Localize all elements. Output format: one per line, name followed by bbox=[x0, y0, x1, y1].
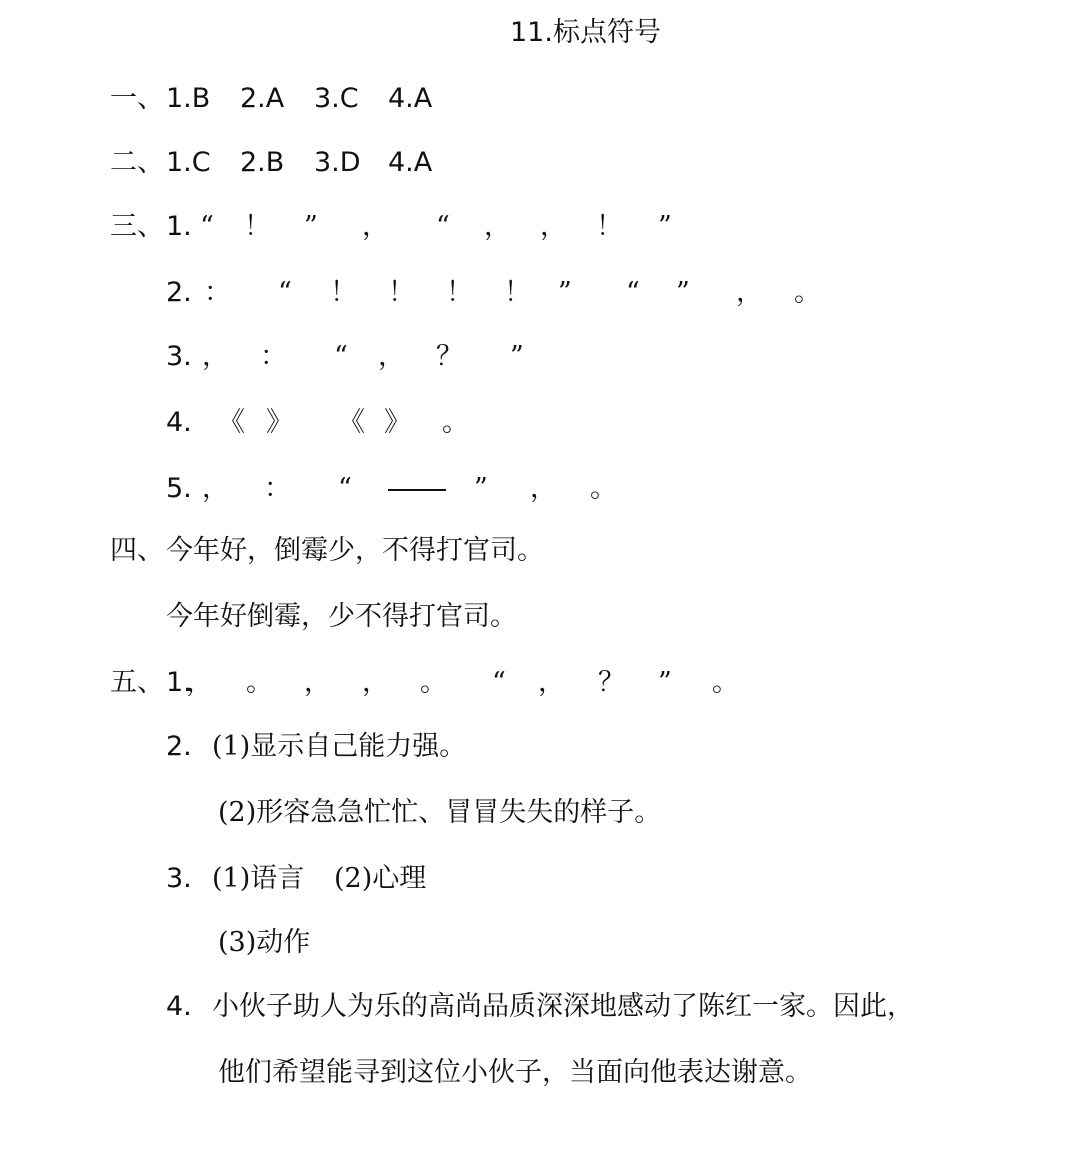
punctuation-mark: ， bbox=[538, 667, 565, 698]
punctuation-mark: “ bbox=[334, 341, 348, 372]
question-number: 5. bbox=[166, 473, 192, 504]
punctuation-mark: 。 bbox=[442, 407, 469, 438]
section-number: 一、 bbox=[110, 83, 164, 114]
punctuation-mark: 。 bbox=[794, 277, 821, 308]
answer: 1.C bbox=[166, 147, 211, 178]
question-number: 2. bbox=[166, 731, 192, 762]
punctuation-mark: ” bbox=[658, 211, 672, 242]
punctuation-mark: ， bbox=[530, 473, 557, 504]
answer: 4.A bbox=[388, 147, 433, 178]
punctuation-mark: ， bbox=[362, 211, 389, 242]
punctuation-mark: ， bbox=[202, 341, 229, 372]
question-row bbox=[166, 340, 866, 374]
punctuation-mark: “ bbox=[492, 667, 506, 698]
punctuation-mark: ！ bbox=[244, 211, 271, 242]
punctuation-mark: 《 bbox=[338, 407, 365, 438]
punctuation-mark: ” bbox=[304, 211, 318, 242]
punctuation-mark: 》 bbox=[384, 407, 411, 438]
punctuation-mark: ！ bbox=[330, 277, 357, 308]
section-number: 四、 bbox=[110, 535, 164, 566]
punctuation-mark: ， bbox=[540, 211, 567, 242]
punctuation-mark: ： bbox=[204, 277, 231, 308]
punctuation-mark: ， bbox=[378, 341, 405, 372]
punctuation-mark: ： bbox=[264, 473, 291, 504]
answer-line: (2)心理 bbox=[334, 863, 427, 894]
punctuation-mark: 。 bbox=[712, 667, 739, 698]
answer: 3.D bbox=[314, 147, 361, 178]
answer-line: (1)显示自己能力强。 bbox=[212, 731, 467, 762]
punctuation-mark: 。 bbox=[420, 667, 447, 698]
answer-line: (2)形容急急忙忙、冒冒失失的样子。 bbox=[218, 797, 662, 828]
punctuation-mark: ” bbox=[676, 277, 690, 308]
punctuation-mark: ！ bbox=[596, 211, 623, 242]
question-number: 4. bbox=[166, 991, 192, 1022]
question-row bbox=[166, 666, 866, 700]
punctuation-mark: ， bbox=[304, 667, 331, 698]
answer-line: 今年好倒霉，少不得打官司。 bbox=[166, 601, 517, 632]
punctuation-mark: “ bbox=[278, 277, 292, 308]
punctuation-mark: ” bbox=[658, 667, 672, 698]
punctuation-mark: “ bbox=[338, 473, 352, 504]
answer-line: 小伙子助人为乐的高尚品质深深地感动了陈红一家。因此， bbox=[212, 991, 914, 1022]
section-number: 二、 bbox=[110, 147, 164, 178]
dash-mark bbox=[388, 472, 446, 506]
answer: 1.B bbox=[166, 83, 211, 114]
punctuation-mark: ！ bbox=[388, 277, 415, 308]
question-number: 2. bbox=[166, 277, 192, 308]
answer-line: 今年好，倒霉少，不得打官司。 bbox=[166, 535, 544, 566]
punctuation-mark: “ bbox=[626, 277, 640, 308]
answer: 2.B bbox=[240, 147, 285, 178]
punctuation-mark: ？ bbox=[598, 667, 625, 698]
answer-line: 他们希望能寻到这位小伙子，当面向他表达谢意。 bbox=[218, 1057, 812, 1088]
question-row bbox=[166, 406, 866, 440]
section-number: 五、 bbox=[110, 667, 164, 698]
punctuation-mark: 。 bbox=[246, 667, 273, 698]
punctuation-mark: ， bbox=[186, 667, 213, 698]
question-row bbox=[166, 210, 866, 244]
punctuation-mark: ” bbox=[474, 473, 488, 504]
punctuation-mark: “ bbox=[200, 211, 214, 242]
punctuation-mark: ” bbox=[510, 341, 524, 372]
punctuation-mark: ！ bbox=[446, 277, 473, 308]
punctuation-mark: ， bbox=[736, 277, 763, 308]
punctuation-mark: ！ bbox=[504, 277, 531, 308]
answer: 2.A bbox=[240, 83, 285, 114]
punctuation-mark: 《 bbox=[218, 407, 245, 438]
punctuation-mark: ， bbox=[202, 473, 229, 504]
punctuation-mark: “ bbox=[436, 211, 450, 242]
page-title: 11.标点符号 bbox=[510, 17, 661, 48]
answer-line: (3)动作 bbox=[218, 927, 311, 958]
section-number: 三、 bbox=[110, 211, 164, 242]
question-number: 1. bbox=[166, 211, 192, 242]
answer: 3.C bbox=[314, 83, 359, 114]
punctuation-mark: ： bbox=[260, 341, 287, 372]
punctuation-mark: ？ bbox=[436, 341, 463, 372]
punctuation-mark: ” bbox=[558, 277, 572, 308]
question-number: 3. bbox=[166, 863, 192, 894]
answer: 4.A bbox=[388, 83, 433, 114]
punctuation-mark: ， bbox=[362, 667, 389, 698]
question-number: 3. bbox=[166, 341, 192, 372]
question-row bbox=[166, 276, 866, 310]
punctuation-mark: ， bbox=[484, 211, 511, 242]
punctuation-mark: 。 bbox=[590, 473, 617, 504]
punctuation-mark: 》 bbox=[266, 407, 293, 438]
question-number: 1. bbox=[166, 667, 192, 698]
answer-line: (1)语言 bbox=[212, 863, 305, 894]
question-number: 4. bbox=[166, 407, 192, 438]
question-row bbox=[166, 472, 866, 506]
